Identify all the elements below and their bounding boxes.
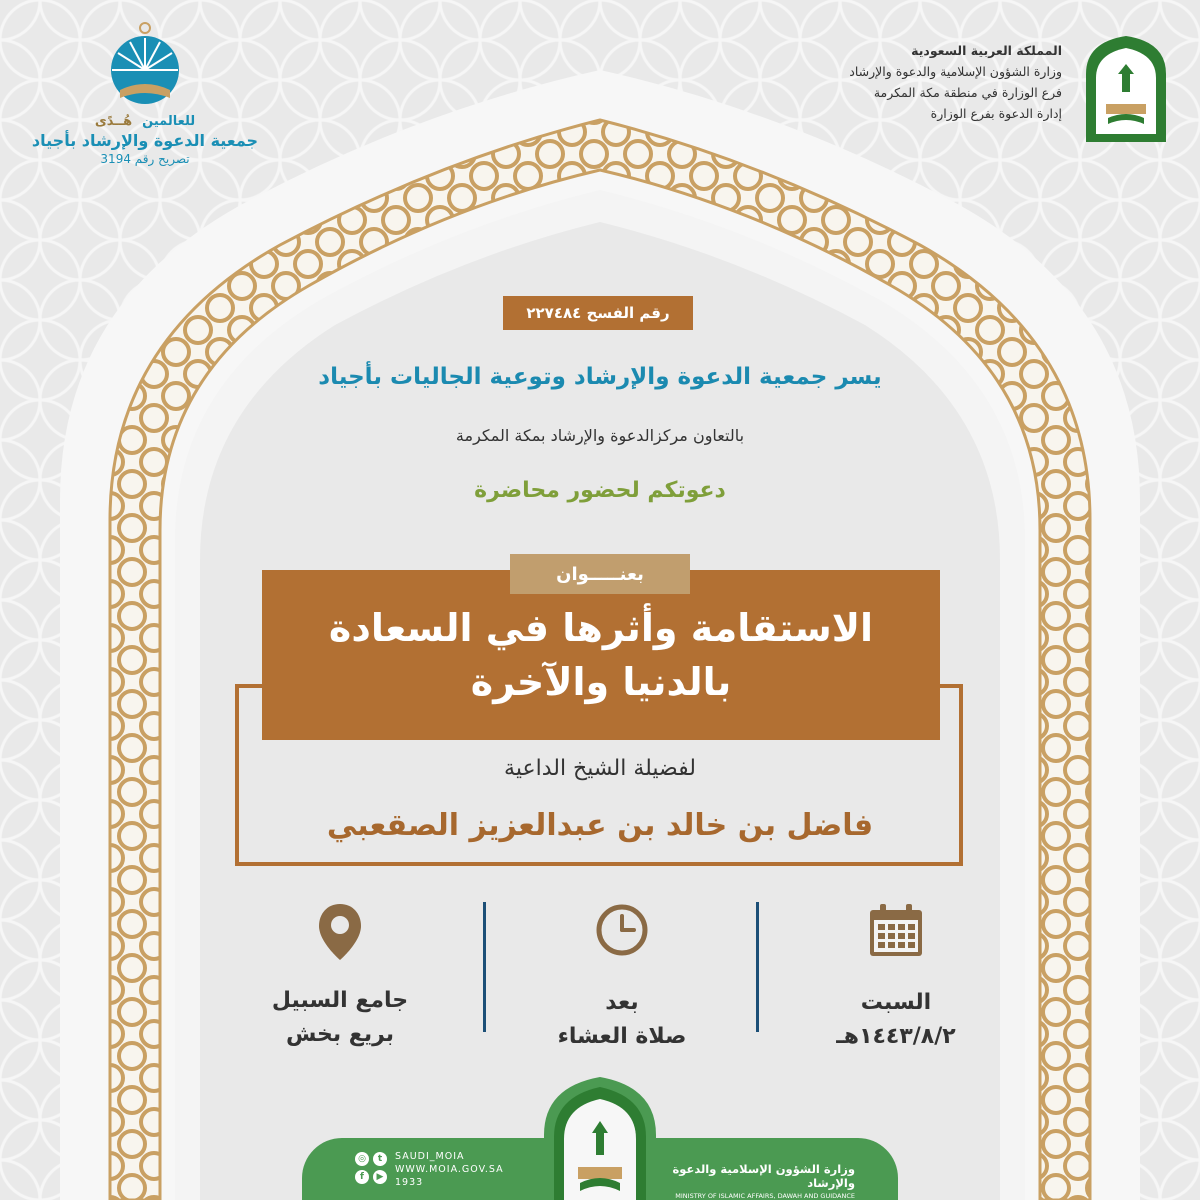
- info-time: [512, 902, 732, 1054]
- huda-brand: هُــدًى: [94, 114, 133, 129]
- ministry-emblem-icon: [1078, 34, 1174, 142]
- ministry-line: وزارة الشؤون الإسلامية والدعوة والإرشاد: [849, 64, 1062, 79]
- intro-line-3: دعوتكم لحضور محاضرة: [474, 478, 726, 503]
- social-links: [355, 1150, 515, 1190]
- clock-icon: [594, 902, 650, 958]
- time-value: صلاة العشاء: [557, 1024, 687, 1049]
- twitter-icon[interactable]: t: [373, 1152, 387, 1166]
- speaker-name: فاضل بن خالد بن عبدالعزيز الصقعبي: [326, 808, 874, 843]
- huda-logo: [30, 18, 260, 166]
- license-number: رقم الفسح ٢٢٧٤٨٤: [503, 296, 693, 330]
- ministry-line: إدارة الدعوة بفرع الوزارة: [930, 106, 1062, 121]
- date-day: السبت: [860, 990, 932, 1015]
- ministry-line: فرع الوزارة في منطقة مكة المكرمة: [873, 85, 1062, 100]
- intro-line-1: يسر جمعية الدعوة والإرشاد وتوعية الجاليات بأجياد: [318, 364, 882, 390]
- speaker-label: لفضيلة الشيخ الداعية: [504, 756, 696, 781]
- huda-emblem-icon: [100, 18, 190, 108]
- social-icons: [355, 1152, 387, 1184]
- lecture-title-line-1: الاستقامة وأثرها في السعادة: [328, 606, 874, 650]
- footer-ministry-en: MINISTRY OF ISLAMIC AFFAIRS, DAWAH AND GUIDANCE: [675, 1192, 855, 1200]
- lecture-title: [262, 570, 940, 740]
- permit-number: تصريح رقم 3194: [100, 152, 190, 166]
- hotline-number: 1933: [395, 1177, 424, 1188]
- social-text: [395, 1150, 504, 1189]
- ministry-lines: [849, 40, 1062, 124]
- info-divider: [756, 902, 759, 1032]
- time-label: بعد: [605, 990, 639, 1015]
- instagram-icon[interactable]: ◎: [355, 1152, 369, 1166]
- footer-ministry-ar: وزارة الشؤون الإسلامية والدعوة والإرشاد: [672, 1162, 855, 1190]
- place-area: بريع بخش: [285, 1022, 395, 1047]
- ministry-header: [849, 26, 1182, 146]
- intro-line-2: بالتعاون مركزالدعوة والإرشاد بمكة المكرمة: [455, 426, 745, 445]
- association-name: جمعية الدعوة والإرشاد بأجياد: [31, 131, 259, 150]
- calendar-icon: [866, 902, 926, 958]
- footer-emblem-icon: [540, 1075, 660, 1200]
- info-date: [786, 902, 1006, 1054]
- date-value: ١٤٤٣/٨/٢هـ: [836, 1024, 956, 1049]
- info-place: [230, 902, 450, 1052]
- youtube-icon[interactable]: ▶: [373, 1170, 387, 1184]
- place-name: جامع السبيل: [271, 988, 409, 1013]
- facebook-icon[interactable]: f: [355, 1170, 369, 1184]
- footer-ministry: [645, 1162, 855, 1200]
- social-handle[interactable]: SAUDI_MOIA: [395, 1151, 465, 1162]
- huda-brand-word: للعالمين: [142, 114, 196, 129]
- ministry-line: المملكة العربية السعودية: [911, 43, 1062, 58]
- info-divider: [483, 902, 486, 1032]
- title-label: بعنـــــوان: [510, 554, 690, 594]
- website-link[interactable]: WWW.MOIA.GOV.SA: [395, 1164, 504, 1175]
- lecture-title-line-2: بالدنيا والآخرة: [470, 660, 732, 704]
- location-pin-icon: [315, 902, 365, 962]
